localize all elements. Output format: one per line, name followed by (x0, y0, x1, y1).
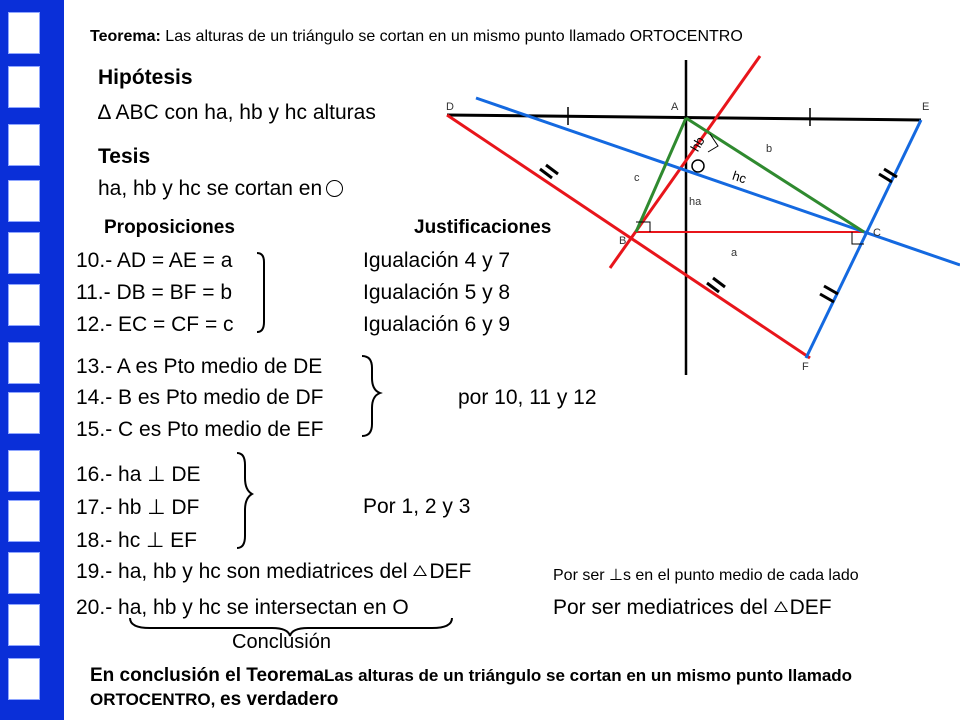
label-a: a (731, 247, 738, 259)
justification-14: por 10, 11 y 12 (458, 386, 597, 409)
bracket-10-12 (257, 253, 264, 332)
brace-conclusion (130, 618, 452, 636)
proposition-16: 16.- ha ⊥ DE (76, 463, 201, 486)
triangle-name: DEF (789, 596, 832, 619)
justification-11: Igualación 5 y 8 (363, 281, 511, 304)
propositions-header: Proposiciones (104, 217, 235, 238)
theorem-text: Las alturas de un triángulo se cortan en un mismo punto llamado ORTOCENTRO (165, 28, 743, 45)
label-ha: ha (689, 196, 702, 208)
hypothesis-title: Hipótesis (98, 66, 193, 89)
side-ac-line (686, 118, 864, 232)
final-text: Las alturas de un triángulo se cortan en un mismo punto llamado ORTOCENTRO, (90, 666, 853, 709)
label-C: C (873, 227, 881, 239)
proposition-10: 10.- AD = AE = a (76, 249, 233, 272)
proposition-19-text: 19.- ha, hb y hc son mediatrices del (76, 560, 408, 583)
label-c: c (634, 172, 640, 184)
justification-10: Igualación 4 y 7 (363, 249, 511, 272)
brace-13-15 (362, 356, 380, 436)
proposition-11: 11.- DB = BF = b (76, 281, 233, 304)
label-D: D (446, 101, 454, 113)
label-E: E (922, 101, 930, 113)
final-tail: es verdadero (220, 689, 339, 710)
label-b: b (766, 143, 773, 155)
justification-20-text: Por ser mediatrices del (553, 596, 768, 619)
proposition-18: 18.- hc ⊥ EF (76, 529, 197, 552)
proposition-15: 15.- C es Pto medio de EF (76, 418, 324, 441)
proposition-14: 14.- B es Pto medio de DF (76, 386, 324, 409)
triangle-name: DEF (429, 560, 472, 583)
theorem-label: Teorema: (90, 28, 161, 45)
justifications-header: Justificaciones (414, 217, 552, 238)
justification-19: Por ser ⊥s en el punto medio de cada lado (553, 567, 859, 584)
label-A: A (671, 101, 679, 113)
label-F: F (802, 361, 809, 373)
side-ef-line (806, 120, 921, 358)
justification-17: Por 1, 2 y 3 (363, 495, 471, 518)
thesis-title: Tesis (98, 145, 151, 168)
proposition-17: 17.- hb ⊥ DF (76, 496, 200, 519)
brace-16-18 (237, 453, 252, 548)
side-ab-line (636, 118, 686, 232)
proposition-13: 13.- A es Pto medio de DE (76, 355, 323, 378)
label-hb: hb (687, 133, 708, 154)
hypothesis-text: ABC con ha, hb y hc alturas (115, 101, 376, 124)
proposition-12: 12.- EC = CF = c (76, 313, 234, 336)
proposition-20: 20.- ha, hb y hc se intersectan en O (76, 596, 409, 619)
orthocenter-circle (692, 160, 704, 172)
thesis-text: ha, hb y hc se cortan en (98, 177, 323, 200)
label-B: B (619, 235, 627, 247)
label-hc: hc (730, 167, 749, 187)
conclusion-label: Conclusión (232, 631, 331, 653)
justification-12: Igualación 6 y 9 (363, 313, 511, 336)
triangle-symbol: ∆ (98, 101, 111, 124)
final-lead: En conclusión el Teorema (90, 665, 325, 686)
